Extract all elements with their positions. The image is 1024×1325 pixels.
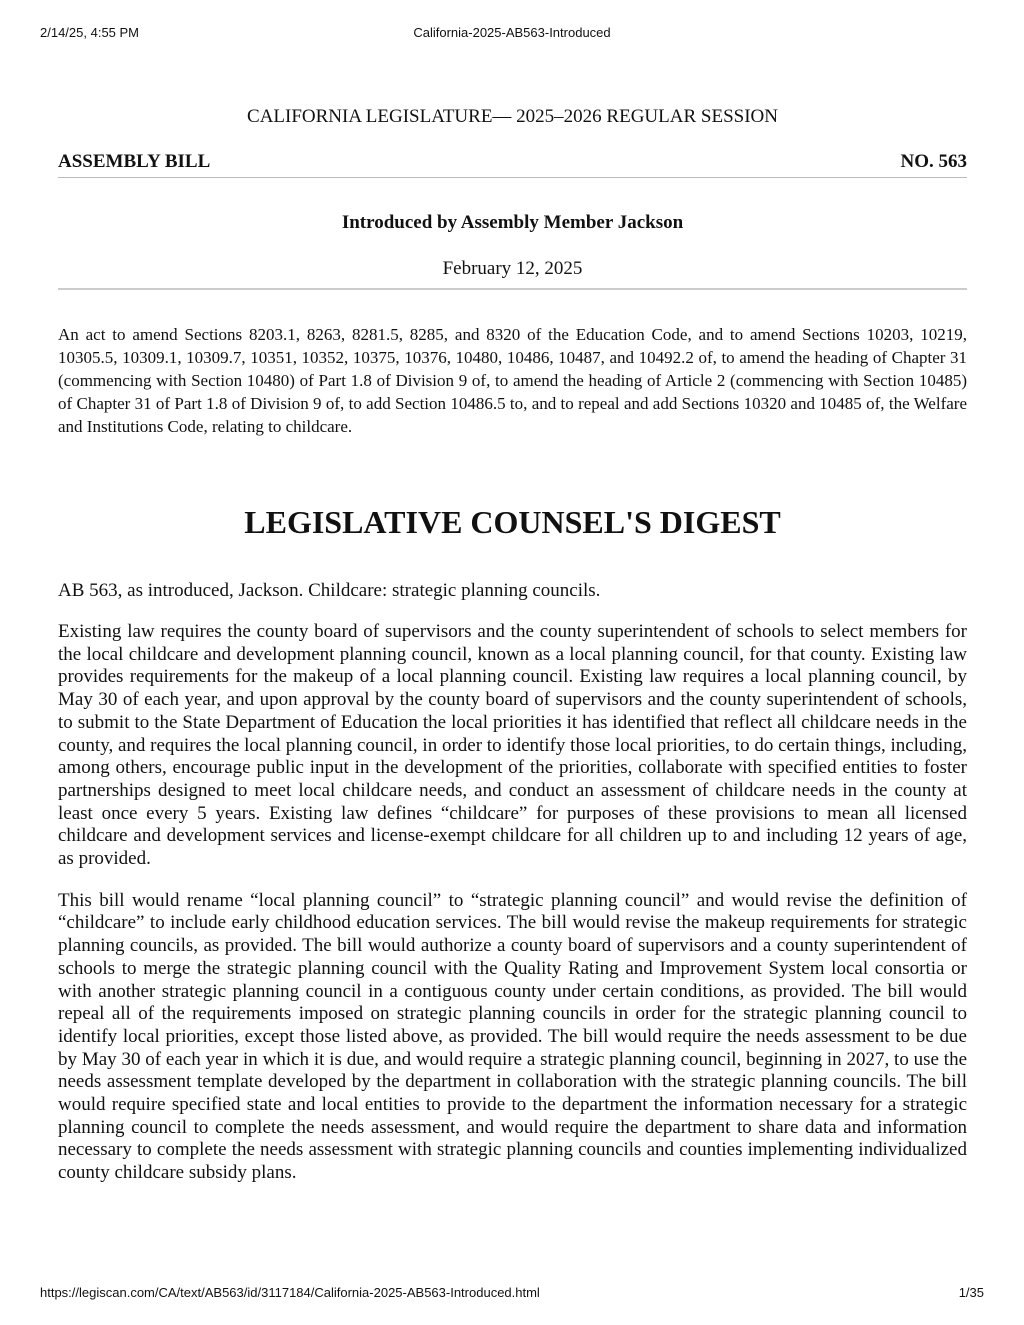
- session-heading: CALIFORNIA LEGISLATURE— 2025–2026 REGULAR SESSION: [247, 106, 778, 127]
- print-datetime: 2/14/25, 4:55 PM: [40, 25, 140, 40]
- act-description: An act to amend Sections 8203.1, 8263, 8281.5, 8285, and 8320 of the Education Code, and to amend Sections 10203, 10219, 10305.5, 10309.1, 10309.7, 10351, 10352, 10375, 10376, 10480, 10486, 10487, and 10492.2 of, to amend the heading of Chapter 31 (commencing with Section 10480) of Part 1.8 of Division 9 of, to amend the heading of Article 2 (commencing with Section 10485) of Chapter 31 of Part 1.8 of Division 9 of, to add Section 10486.5 to, and to repeal and add Sections 10320 and 10485 of, the Welfare and Institutions Code, relating to childcare.: [58, 325, 967, 436]
- digest-paragraph: This bill would rename “local planning council” to “strategic planning council” and would revise the definition of “childcare” to include early childhood education services. The bill would revise the makeup requirements for strategic planning councils, as provided. The bill would authorize a county board of supervisors and a county superintendent of schools to merge the strategic planning council with the Quality Rating and Improvement System local consortia or with another strategic planning council in a contiguous county under certain conditions, as provided. The bill would repeal all of the requirements imposed on strategic planning councils in order for the strategic planning council to identify local priorities, except those listed above, as provided. The bill would require the needs assessment to be due by May 30 of each year in which it is due, and would require a strategic planning council, beginning in 2027, to use the needs assessment template developed by the department in collaboration with the strategic planning councils. The bill would require specified state and local entities to provide to the department the information necessary for a strategic planning council to complete the needs assessment, and would require the department to share data and information necessary to complete the needs assessment with strategic planning councils and counties implementing individualized county childcare subsidy plans.: [58, 889, 967, 1184]
- introduction-date: February 12, 2025: [58, 258, 967, 290]
- page-url: https://legiscan.com/CA/text/AB563/id/3117184/California-2025-AB563-Introduced.html: [40, 1285, 540, 1300]
- print-page-title: California-2025-AB563-Introduced: [413, 25, 611, 40]
- bill-number-label: NO. 563: [900, 151, 967, 172]
- digest-paragraph: Existing law requires the county board of supervisors and the county superintendent of schools to select members for the local childcare and development planning council, known as a local planning council, for that county. Existing law provides requirements for the makeup of a local planning council. Existing law requires a local planning council, by May 30 of each year, and upon approval by the county board of supervisors and the county superintendent of schools, to submit to the State Department of Education the local priorities it has identified that reflect all childcare needs in the county, and requires the local planning council, in order to identify those local priorities, to do certain things, including, among others, encourage public input in the development of the priorities, collaborate with specified entities to foster partnerships designed to meet local childcare needs, and conduct an assessment of childcare needs in the county at least once every 5 years. Existing law defines “childcare” for purposes of these provisions to mean all licensed childcare and development services and license-exempt childcare for all children up to and including 12 years of age, as provided.: [58, 621, 967, 870]
- page-number: 1/35: [958, 1285, 984, 1300]
- digest-heading: LEGISLATIVE COUNSEL'S DIGEST: [244, 504, 781, 540]
- bill-document: [58, 100, 967, 1204]
- bill-identifier-row: [58, 151, 967, 178]
- digest-summary: AB 563, as introduced, Jackson. Childcare: strategic planning councils.: [58, 580, 601, 601]
- print-header: [40, 25, 984, 43]
- print-footer: [40, 1285, 984, 1303]
- bill-type-label: ASSEMBLY BILL: [58, 151, 211, 172]
- introduced-by: Introduced by Assembly Member Jackson: [341, 212, 684, 233]
